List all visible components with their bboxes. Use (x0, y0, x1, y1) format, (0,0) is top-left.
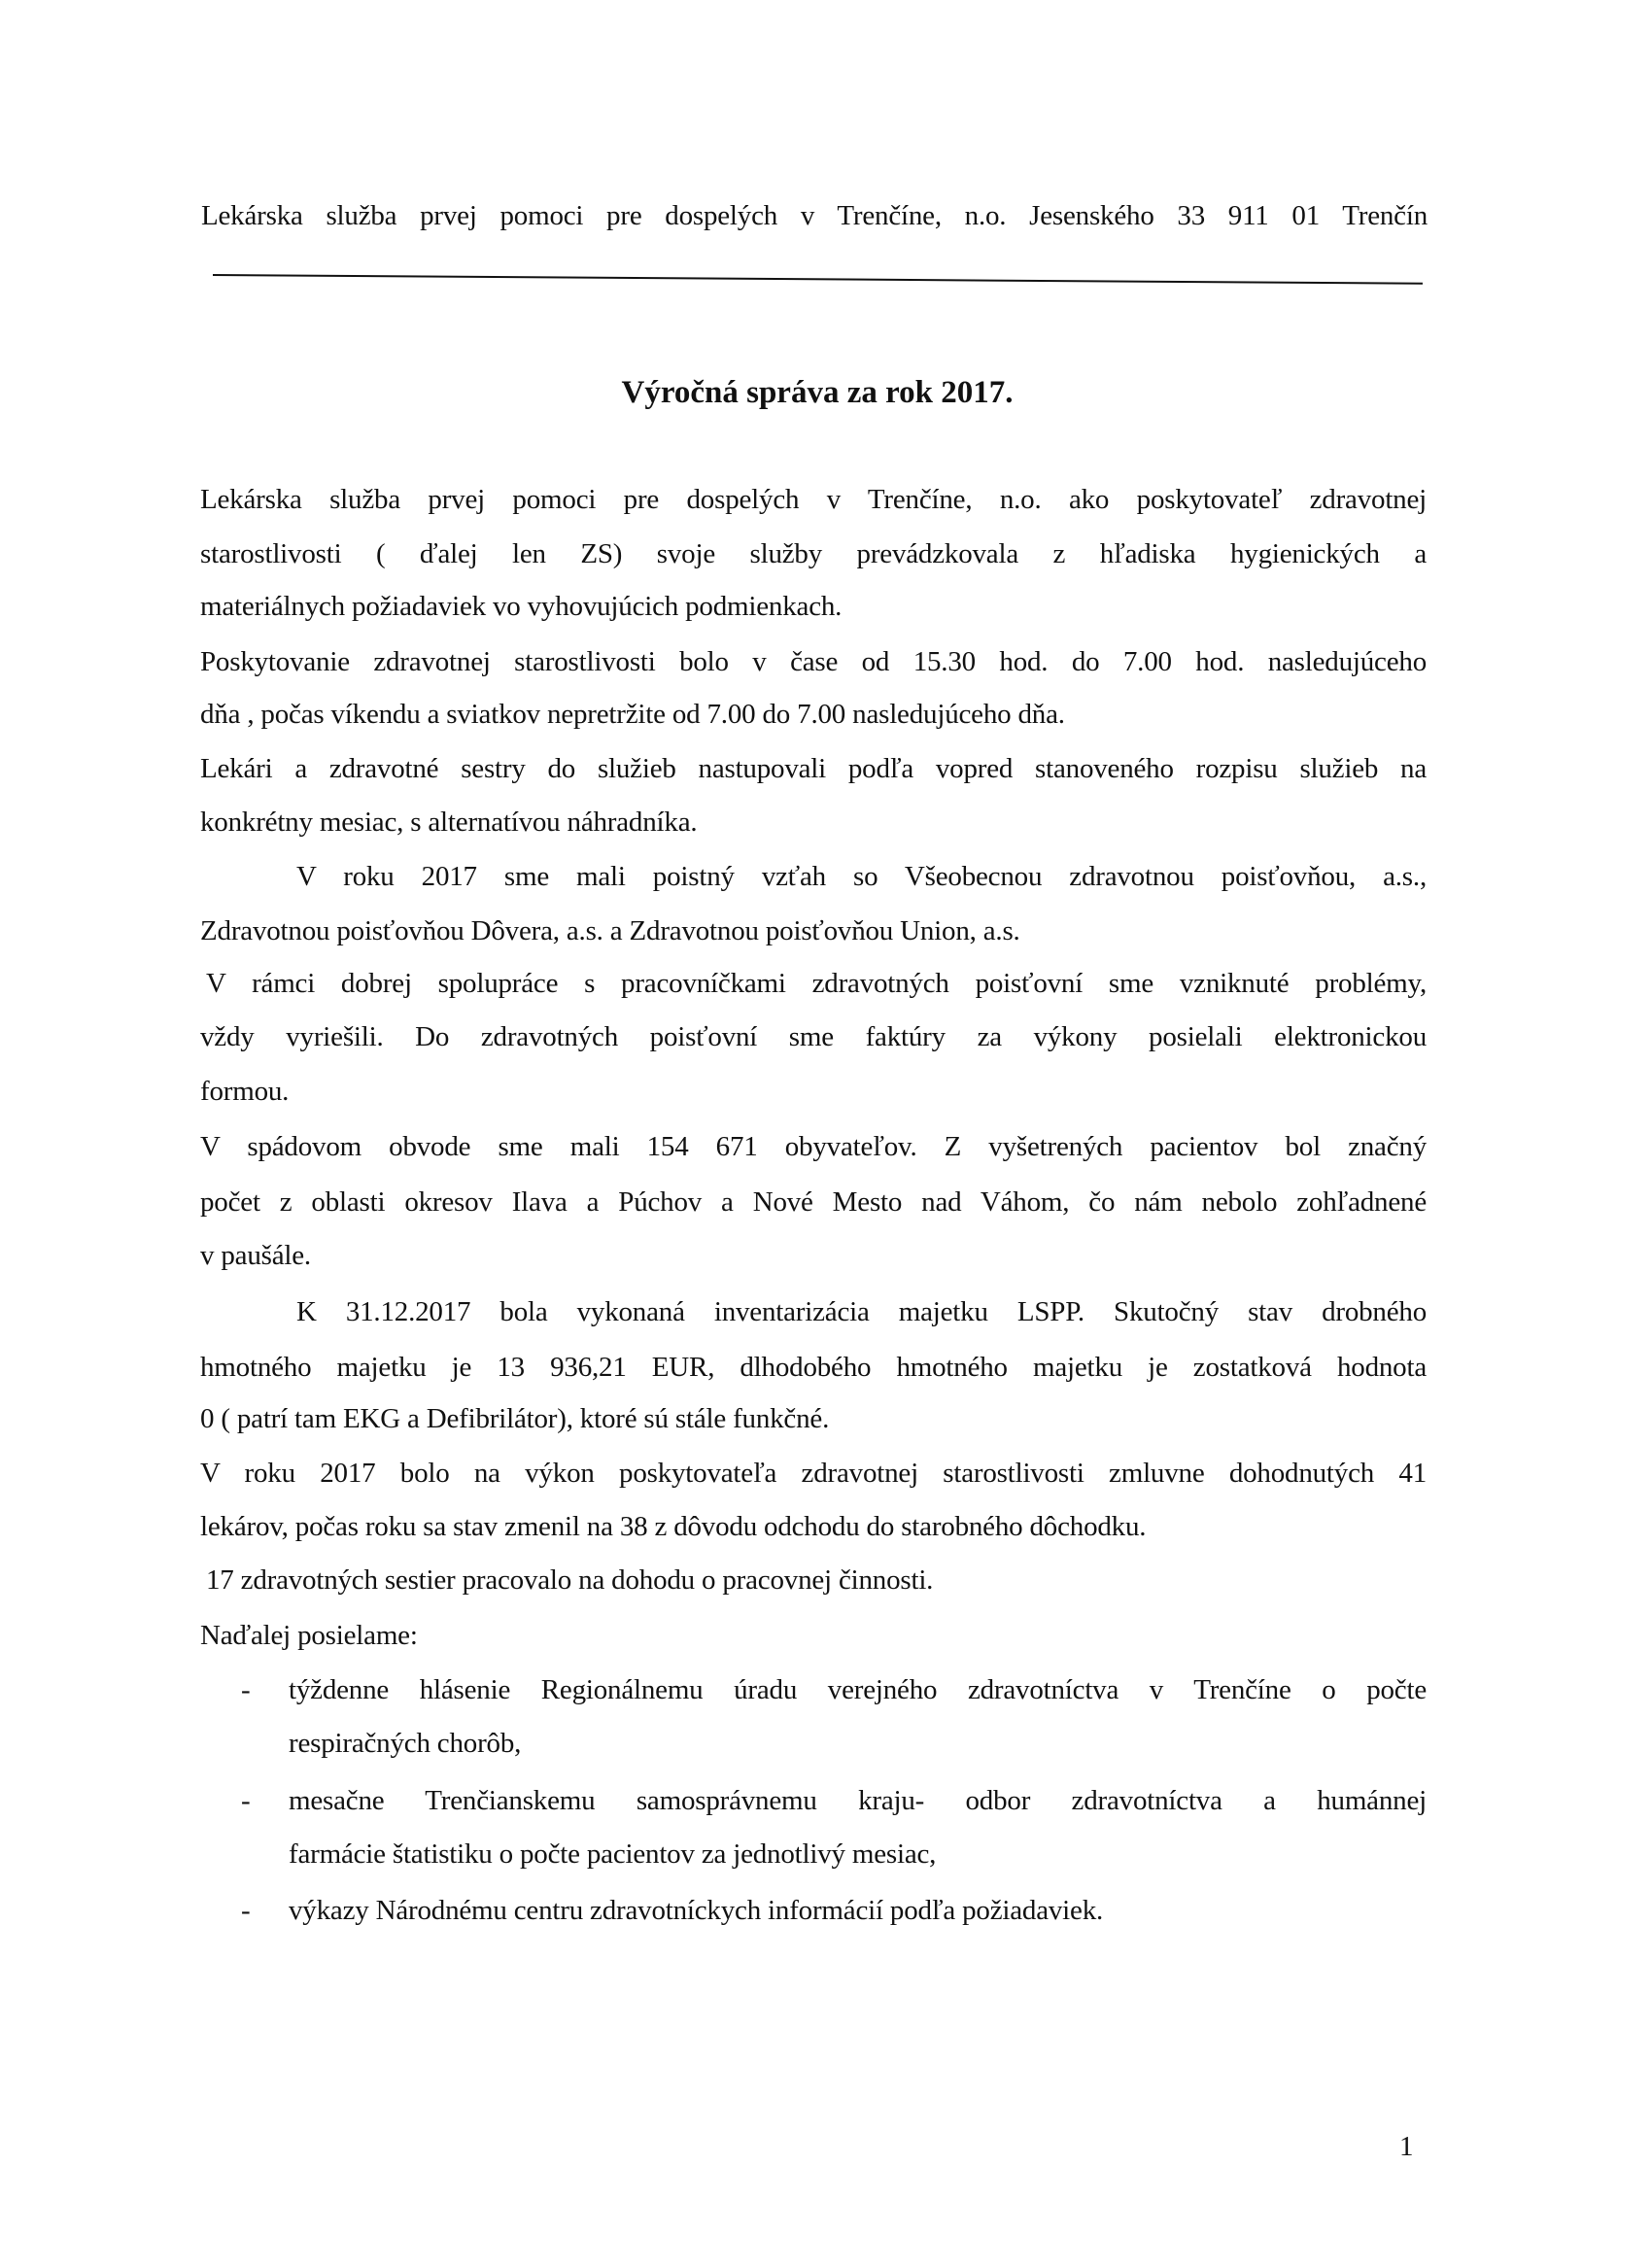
list-item-continuation: respiračných chorôb, (289, 1728, 522, 1759)
body-line: Zdravotnou poisťovňou Dôvera, a.s. a Zdravotnou poisťovňou Union, a.s. (200, 915, 1020, 946)
body-line: 0 ( patrí tam EKG a Defibrilátor), ktoré sú stále funkčné. (200, 1403, 830, 1434)
body-line: starostlivosti ( ďalej len ZS) svoje služby prevádzkovala z hľadiska hygienických a (200, 538, 1427, 569)
page-number: 1 (1399, 2131, 1414, 2162)
dash-bullet-icon: - (241, 1895, 251, 1926)
body-line: materiálnych požiadaviek vo vyhovujúcich podmienkach. (200, 591, 843, 622)
body-line: vždy vyriešili. Do zdravotných poisťovní sme faktúry za výkony posielali elektronickou (200, 1021, 1427, 1052)
body-line: 17 zdravotných sestier pracovalo na dohodu o pracovnej činnosti. (206, 1564, 934, 1596)
body-line: hmotného majetku je 13 936,21 EUR, dlhodobého hmotného majetku je zostatková hodnota (200, 1352, 1427, 1383)
list-item: výkazy Národnému centru zdravotníckych informácií podľa požiadaviek. (289, 1895, 1104, 1926)
body-line: v paušále. (200, 1240, 311, 1271)
body-line: Lekári a zdravotné sestry do služieb nastupovali podľa vopred stanoveného rozpisu služieb na (200, 753, 1427, 784)
body-line: lekárov, počas roku sa stav zmenil na 38 z dôvodu odchodu do starobného dôchodku. (200, 1511, 1147, 1542)
body-line: V spádovom obvode sme mali 154 671 obyvateľov. Z vyšetrených pacientov bol značný (200, 1131, 1427, 1162)
list-item: mesačne Trenčianskemu samosprávnemu kraju- odbor zdravotníctva a humánnej (289, 1785, 1427, 1816)
body-line: Lekárska služba prvej pomoci pre dospelých v Trenčíne, n.o. ako poskytovateľ zdravotnej (200, 484, 1427, 515)
header-divider (213, 274, 1423, 285)
body-line: počet z oblasti okresov Ilava a Púchov a Nové Mesto nad Váhom, čo nám nebolo zohľadnené (200, 1186, 1427, 1218)
body-line: K 31.12.2017 bola vykonaná inventarizácia majetku LSPP. Skutočný stav drobného (296, 1296, 1427, 1327)
body-line: konkrétny mesiac, s alternatívou náhradníka. (200, 807, 698, 838)
body-line: formou. (200, 1076, 290, 1107)
dash-bullet-icon: - (241, 1785, 251, 1816)
dash-bullet-icon: - (241, 1674, 251, 1705)
list-item: týždenne hlásenie Regionálnemu úradu verejného zdravotníctva v Trenčíne o počte (289, 1674, 1427, 1705)
body-line: Naďalej posielame: (200, 1620, 418, 1651)
organization-header: Lekárska služba prvej pomoci pre dospelých v Trenčíne, n.o. Jesenského 33 911 01 Trenčín (201, 200, 1428, 231)
body-line: V roku 2017 sme mali poistný vzťah so Všeobecnou zdravotnou poisťovňou, a.s., (296, 861, 1427, 892)
body-line: V rámci dobrej spolupráce s pracovníčkami zdravotných poisťovní sme vzniknuté problémy, (206, 968, 1427, 999)
body-line: dňa , počas víkendu a sviatkov nepretržite od 7.00 do 7.00 nasledujúceho dňa. (200, 699, 1065, 730)
document-title: Výročná správa za rok 2017. (621, 375, 1014, 410)
list-item-continuation: farmácie štatistiku o počte pacientov za jednotlivý mesiac, (289, 1838, 937, 1870)
body-line: Poskytovanie zdravotnej starostlivosti bolo v čase od 15.30 hod. do 7.00 hod. nasledujúceho (200, 646, 1427, 677)
body-line: V roku 2017 bolo na výkon poskytovateľa zdravotnej starostlivosti zmluvne dohodnutých 41 (200, 1458, 1427, 1489)
